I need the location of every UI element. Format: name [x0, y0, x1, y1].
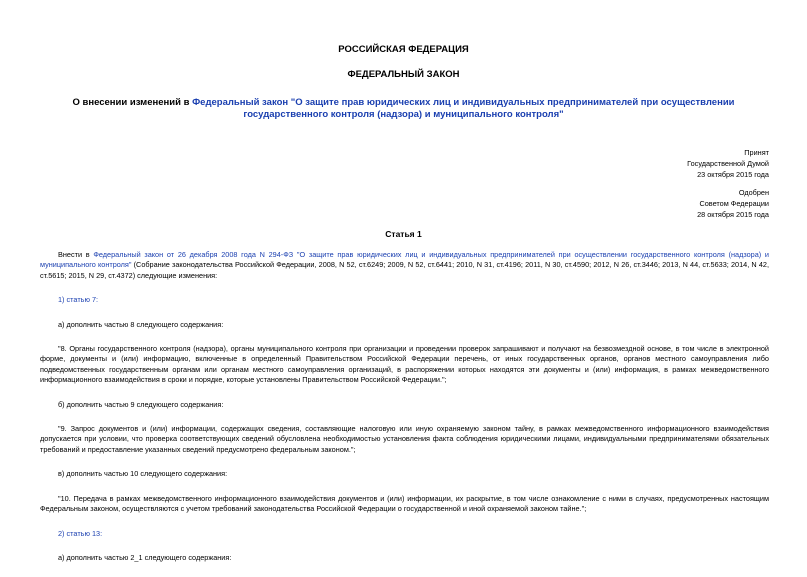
intro-paragraph	[40, 250, 769, 281]
item-2	[40, 529, 769, 539]
item-1a: а) дополнить частью 8 следующего содержания:	[58, 319, 224, 329]
item-2-link[interactable]: 2) статью 13:	[58, 528, 103, 538]
country-heading: РОССИЙСКАЯ ФЕДЕРАЦИЯ	[338, 44, 469, 55]
accepted-line: Принят	[744, 148, 769, 157]
item-1-link[interactable]: 1) статью 7:	[58, 295, 99, 305]
accepted-date: 23 октября 2015 года	[697, 170, 769, 179]
quote-part-8: "8. Органы государственного контроля (надзора), органы муниципального контроля при организации и проведении проверок запрашивают и получают на безвозмездной основе, в том числе в электронной форме, документы и (или) информацию, включенные в определенный Правительством Российской Федерации перечень, от иных государственных органов, органов местного самоуправления либо подведомственных государственным органам или органам местного самоуправления организаций, в распоряжении которых находятся эти документы и (или) информация, в рамках межведомственного информационного взаимодействия в сроки и порядке, которые установлены Правительством Российской Федерации.";	[40, 344, 769, 385]
intro-suffix: (Собрание законодательства Российской Федерации, 2008, N 52, ст.6249; 2009, N 52, ст.6441; 2010, N 31, ст.4196; 2011, N 30, ст.4590; 2012, N 26, ст.3446; 2013, N 44, ст.5633; 2014, N 42, ст.5615; 2015, N 29, ст.4372) следующие изменения:	[40, 260, 769, 280]
item-1	[40, 295, 769, 305]
law-title-link[interactable]: Федеральный закон "О защите прав юридических лиц и индивидуальных предпринимателей при осуществлении государственного контроля (надзора) и муниципального контроля"	[192, 97, 735, 120]
doc-type-heading: ФЕДЕРАЛЬНЫЙ ЗАКОН	[347, 69, 460, 80]
item-1c: в) дополнить частью 10 следующего содержания:	[58, 469, 228, 479]
intro-prefix: Внести в	[58, 250, 94, 259]
accepted-by: Государственной Думой	[687, 159, 769, 168]
title-prefix: О внесении изменений в	[72, 97, 193, 108]
item-1b: б) дополнить частью 9 следующего содержания:	[58, 399, 224, 409]
quote-part-10: "10. Передача в рамках межведомственного информационного взаимодействия документов и (или) информации, их раскрытие, в том числе ознакомление с ними в случаях, предусмотренных настоящим Федеральным законом, осуществляются с учетом требований законодательства Российской Федерации о государственной и иной охраняемой законом тайне.";	[40, 493, 769, 514]
law-title	[40, 97, 767, 121]
approved-line: Одобрен	[738, 188, 769, 197]
approved-by: Советом Федерации	[699, 199, 769, 208]
approved-block	[697, 187, 769, 220]
accepted-block	[687, 147, 769, 180]
item-2a: а) дополнить частью 2_1 следующего содержания:	[58, 552, 232, 562]
quote-part-9: "9. Запрос документов и (или) информации, содержащих сведения, составляющие налоговую или иную охраняемую законом тайну, в рамках межведомственного информационного взаимодействия допускается при условии, что проверка соответствующих сведений обусловлена необходимостью установления факта соблюдения юридическими лицами, индивидуальными предпринимателями обязательных требований и предоставление указанных сведений предусмотрено федеральным законом.";	[40, 424, 769, 454]
article-heading: Статья 1	[385, 229, 422, 239]
document-body	[40, 250, 769, 577]
intro-law-link[interactable]: Федеральный закон от 26 декабря 2008 года N 294-ФЗ "О защите прав юридических лиц и индивидуальных предпринимателей при осуществлении государственного контроля (надзора) и муниципального контроля"	[40, 250, 770, 270]
approved-date: 28 октября 2015 года	[697, 210, 769, 219]
